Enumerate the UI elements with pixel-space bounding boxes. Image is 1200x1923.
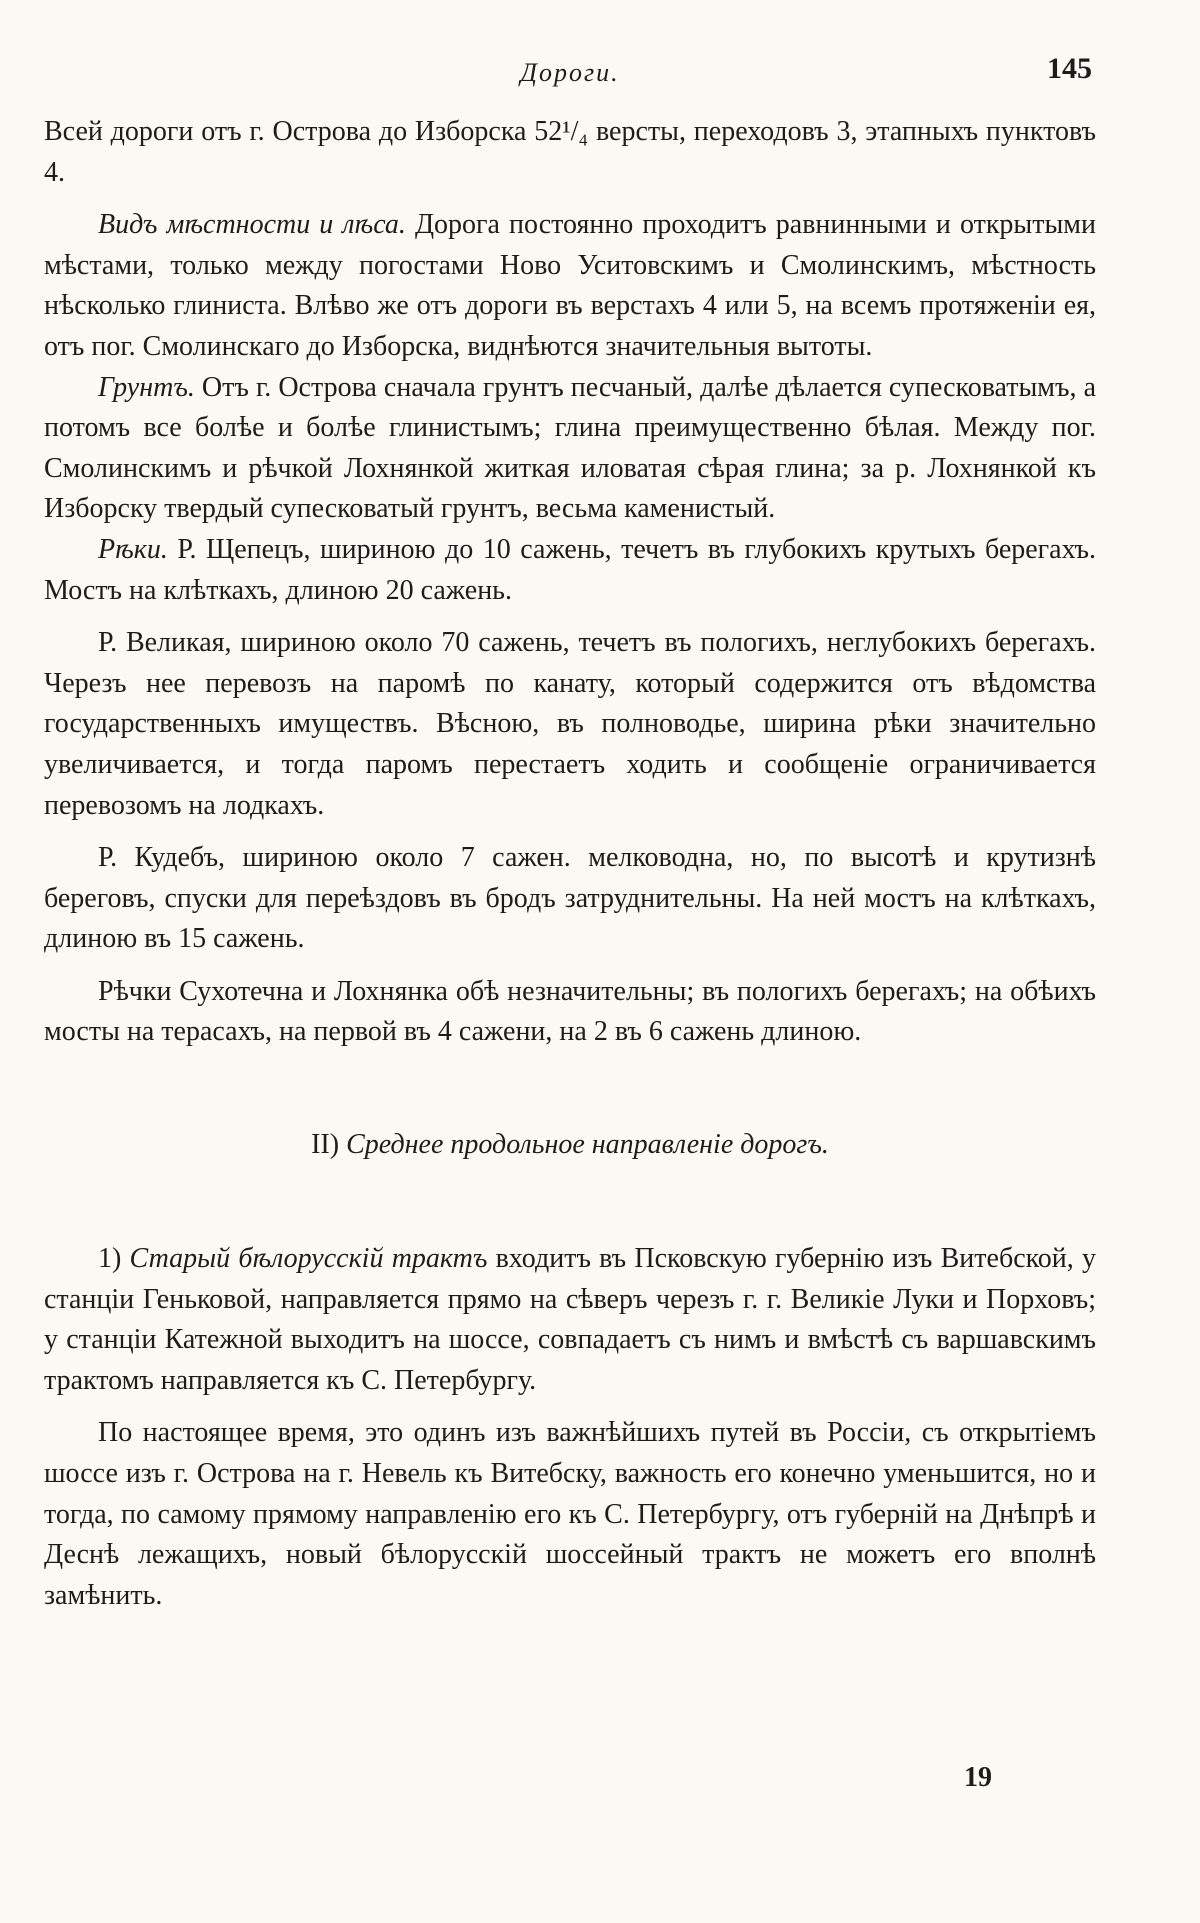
paragraph-text: Р. Кудебъ, шириною около 7 сажен. мелководна, но, по высотѣ и крутизнѣ береговъ, спуски для переѣздовъ въ бродъ затруднительны. На ней мостъ на клѣткахъ, длиною въ 15 сажень. — [44, 842, 1096, 955]
paragraph-small-rivers — [44, 972, 1096, 1053]
paragraph-text: Отъ г. Острова сначала грунтъ песчаный, далѣе дѣлается супесковатымъ, а потомъ все болѣе и болѣе глинистымъ; глина преимущественно бѣлая. Между пог. Смолинскимъ и рѣчкой Лохнянкой житкая иловатая сѣрая глина; за р. Лохнянкой къ Изборску твердый супесковатый грунтъ, весьма каменистый. — [44, 371, 1096, 525]
paragraph-text: входитъ въ Псковскую губернію изъ Витебской, у станціи Геньковой, направляется прямо на сѣверъ черезъ г. г. Великіе Луки и Порховъ; у станціи Катежной выходитъ на шоссе, совпадаетъ съ нимъ и вмѣстѣ съ варшавскимъ трактомъ направляется къ С. Петербургу. — [44, 1243, 1097, 1396]
paragraph-soil — [44, 368, 1096, 530]
paragraph-text: По настоящее время, это одинъ изъ важнѣйшихъ путей въ Россіи, съ открытіемъ шоссе изъ г. Острова на г. Невель къ Витебску, важность его конечно уменьшится, но и тогда, по самому прямому направленію его къ С. Петербургу, отъ губерній на Днѣпрѣ и Деснѣ лежащихъ, новый бѣлорусскій шоссейный трактъ не можетъ его вполнѣ замѣнить. — [44, 1417, 1096, 1611]
paragraph-road-total — [44, 112, 1096, 193]
paragraph-text: Р. Щепецъ, шириною до 10 сажень, течетъ въ глубокихъ крутыхъ берегахъ. Мостъ на клѣткахъ, длиною 20 сажень. — [44, 533, 1096, 606]
paragraph-lead: Старый бѣлорусскій трактъ — [129, 1243, 488, 1275]
paragraph-text: Всей дороги отъ г. Острова до Изборска 52¹/₄ версты, переходовъ 3, этапныхъ пунктовъ 4. — [44, 116, 1096, 188]
paragraph-text: Р. Великая, шириною около 70 сажень, течетъ въ пологихъ, неглубокихъ берегахъ. Черезъ нее перевозъ на паромѣ по канату, который содержится отъ вѣдомства государственныхъ имуществъ. Вѣсною, въ полноводье, ширина рѣки значительно увеличивается, и тогда паромъ перестаетъ ходить и сообщеніе ограничивается перевозомъ на лодкахъ. — [44, 627, 1096, 821]
paragraph-lead: Видъ мѣстности и лѣса. — [98, 209, 406, 241]
section-title: Среднее продольное направленіе дорогъ. — [346, 1129, 829, 1161]
page-number: 145 — [1047, 52, 1092, 85]
paragraph-lead: Рѣки. — [98, 533, 168, 565]
paragraph-river-kudeb — [44, 838, 1096, 960]
paragraph-terrain — [44, 205, 1096, 367]
printer-signature-mark: 19 — [964, 1762, 992, 1793]
page-body — [44, 112, 1096, 1616]
paragraph-text: Рѣчки Сухотечна и Лохнянка обѣ незначительны; въ пологихъ берегахъ; на обѣихъ мосты на терасахъ, на первой въ 4 сажени, на 2 въ 6 сажень длиною. — [44, 975, 1096, 1048]
paragraph-number: 1) — [98, 1243, 130, 1275]
paragraph-text: Дорога постоянно проходитъ равнинными и открытыми мѣстами, только между погостами Ново Уситовскимъ и Смолинскимъ, мѣстность нѣсколько глиниста. Влѣво же отъ дороги въ верстахъ 4 или 5, на всемъ протяженіи ея, отъ пог. Смолинскаго до Изборска, виднѣются значительныя вытоты. — [44, 209, 1096, 362]
paragraph-old-belarusian-road — [44, 1239, 1096, 1401]
section-heading — [44, 1125, 1096, 1165]
paragraph-rivers — [44, 530, 1096, 611]
paragraph-road-importance — [44, 1413, 1096, 1616]
page-header — [44, 52, 1096, 92]
paragraph-lead: Грунтъ. — [98, 371, 195, 403]
running-title: Дороги. — [520, 58, 620, 87]
section-number: II) — [311, 1129, 340, 1161]
paragraph-river-velikaya — [44, 623, 1096, 826]
